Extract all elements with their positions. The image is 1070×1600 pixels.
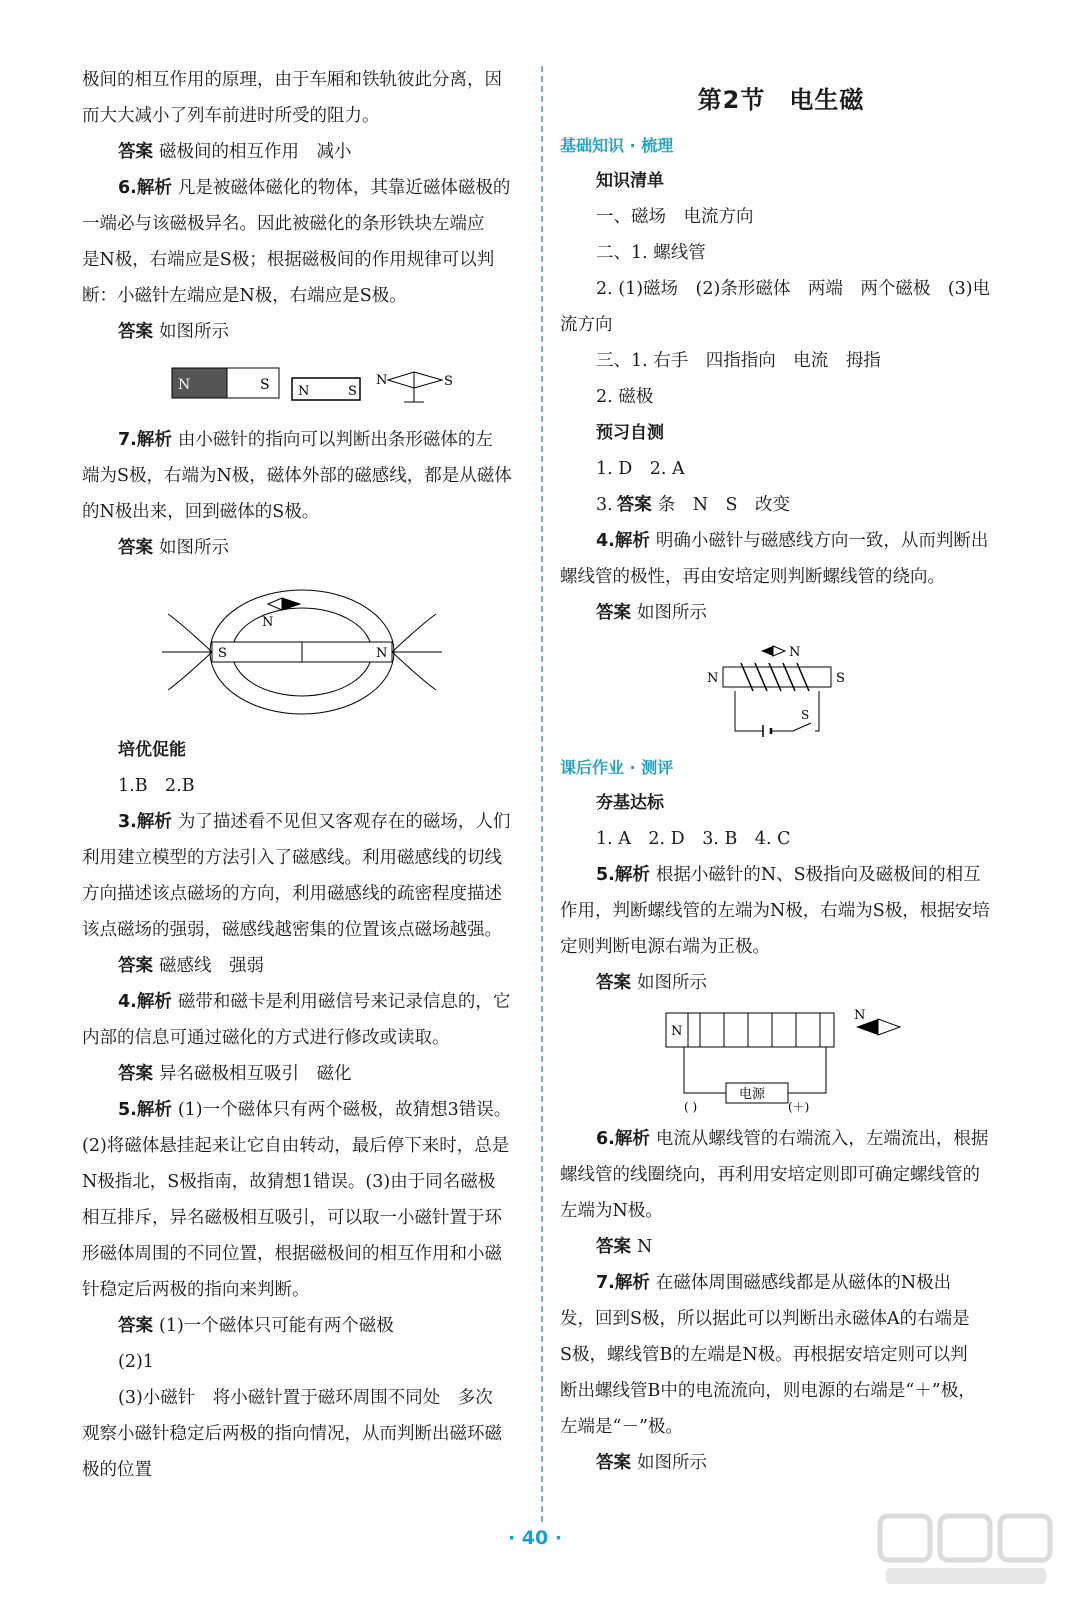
answers-line: 1. D 2. A <box>596 459 685 479</box>
solenoid-body <box>723 667 831 687</box>
text-line: 端为S极，右端为N极，磁体外部的磁感线，都是从磁体 <box>82 466 512 486</box>
answer-line: 答案 磁感线 强弱 <box>118 956 264 976</box>
switch-label: S <box>801 708 810 722</box>
figure-magnet-iron-needle <box>152 358 452 414</box>
magnet-s-half <box>227 368 279 398</box>
needle-n-label: N <box>789 645 801 660</box>
text-line: 断：小磁针左端应是N极，右端应是S极。 <box>82 286 407 306</box>
answer-line: 答案 异名磁极相互吸引 磁化 <box>118 1064 352 1084</box>
text-line: 观察小磁针稳定后两极的指向情况，从而判断出磁环磁 <box>82 1424 502 1444</box>
text-line: 流方向 <box>560 315 613 335</box>
text-line: 断出螺线管B中的电流流向，则电源的右端是“＋”极， <box>560 1381 976 1401</box>
solenoid-right-label: S <box>836 671 845 686</box>
section-title: 第2节 电生磁 <box>697 86 865 114</box>
subheading: 知识清单 <box>596 171 664 191</box>
figure-solenoid-power <box>656 1009 906 1113</box>
text-line: 螺线管的线圈绕向，再利用安培定则即可确定螺线管的 <box>560 1165 980 1185</box>
text-line: 左端是“－”极。 <box>560 1417 683 1437</box>
magnet-n-label: N <box>178 377 191 393</box>
needle-n-end <box>268 598 282 610</box>
text-line: 作用，判断螺线管的左端为N极，右端为S极，根据安培 <box>560 901 990 921</box>
text-line: S极，螺线管B的左端是N极。再根据安培定则可以判 <box>560 1345 968 1365</box>
text-line: 二、1. 螺线管 <box>596 243 706 263</box>
solenoid-body <box>666 1013 834 1047</box>
text-line: 2. (1)磁场 (2)条形磁体 两端 两个磁极 (3)电 <box>596 279 991 299</box>
figure-field-lines <box>162 574 442 724</box>
column-divider <box>541 66 543 1522</box>
analysis-line: 4.解析 明确小磁针与磁感线方向一致，从而判断出 <box>596 531 989 551</box>
text-line: 内部的信息可通过磁化的方式进行修改或读取。 <box>82 1028 450 1048</box>
needle-n-label: N <box>262 615 274 630</box>
section-label-basic: 基础知识 · 梳理 <box>560 136 674 155</box>
text-line: 极间的相互作用的原理，由于车厢和铁轨彼此分离，因 <box>82 70 502 90</box>
answer-line: 答案 N <box>596 1237 653 1257</box>
answers-line: 1.B 2.B <box>118 776 195 796</box>
text-line: 2. 磁极 <box>596 387 654 407</box>
watermark-mark <box>940 1516 990 1560</box>
subheading: 预习自测 <box>596 423 664 443</box>
text-line: 发，回到S极，所以据此可以判断出永磁体A的右端是 <box>560 1309 970 1329</box>
text-line: 该点磁场的强弱，磁感线越密集的位置该点磁场越强。 <box>82 920 502 940</box>
needle-n-end <box>388 372 414 388</box>
needle-s-end <box>414 372 442 388</box>
analysis-line: 7.解析 在磁体周围磁感线都是从磁体的N极出 <box>596 1273 952 1293</box>
answer-line: 答案 (1)一个磁体只可能有两个磁极 <box>118 1316 394 1336</box>
solenoid-left-label: N <box>707 671 719 686</box>
answer-line: 答案 磁极间的相互作用 减小 <box>118 142 352 162</box>
magnet-s-label: S <box>260 377 270 393</box>
answer-line: 答案 如图所示 <box>596 1453 707 1473</box>
subheading: 夯基达标 <box>596 793 664 813</box>
needle-n-label: N <box>854 1008 866 1023</box>
analysis-line: 5.解析 (1)一个磁体只有两个磁极，故猜想3错误。 <box>118 1100 512 1120</box>
watermark-logo <box>876 1510 1056 1590</box>
answer-line: 3. 答案 条 N S 改变 <box>596 495 791 515</box>
text-line: 针稳定后两极的指向来判断。 <box>82 1280 310 1300</box>
text-line: 相互排斥，异名磁极相互吸引，可以取一小磁针置于环 <box>82 1208 502 1228</box>
answer-line: 答案 如图所示 <box>596 973 707 993</box>
text-line: 定则判断电源右端为正极。 <box>560 937 770 957</box>
right-column <box>560 62 1002 1481</box>
text-line: 而大大减小了列车前进时所受的阻力。 <box>82 106 380 126</box>
text-line: 极的位置 <box>82 1460 152 1480</box>
analysis-line: 5.解析 根据小磁针的N、S极指向及磁极间的相互 <box>596 865 981 885</box>
left-column <box>82 62 522 1488</box>
figure-solenoid-switch <box>701 639 861 743</box>
watermark-bar <box>886 1568 1046 1584</box>
text-line: (2)将磁体悬挂起来让它自由转动，最后停下来时，总是 <box>82 1136 510 1156</box>
solenoid-n-label: N <box>671 1024 683 1039</box>
needle-s-label: S <box>444 374 453 389</box>
needle-n-label: N <box>376 373 388 388</box>
text-line: 形磁体周围的不同位置，根据磁极间的相互作用和小磁 <box>82 1244 502 1264</box>
needle-n-end <box>773 646 785 656</box>
analysis-line: 3.解析 为了描述看不见但又客观存在的磁场，人们 <box>118 812 511 832</box>
text-line: 三、1. 右手 四指指向 电流 拇指 <box>596 351 881 371</box>
power-source-label: 电源 <box>739 1087 766 1102</box>
answer-line: 答案 如图所示 <box>596 603 707 623</box>
field-lines-left <box>162 614 212 690</box>
plus-terminal-label: (＋) <box>788 1100 810 1114</box>
needle-s-end <box>761 646 773 656</box>
iron-n-label: N <box>298 384 310 399</box>
text-line: (2)1 <box>118 1352 154 1372</box>
answers-line: 1. A 2. D 3. B 4. C <box>596 829 791 849</box>
text-line: 方向描述该点磁场的方向，利用磁感线的疏密程度描述 <box>82 884 502 904</box>
needle-s-end <box>878 1019 900 1035</box>
magnet-n-label: N <box>376 646 388 661</box>
section-heading: 培优促能 <box>118 740 186 760</box>
magnet-s-label: S <box>218 646 227 661</box>
text-line: 一、磁场 电流方向 <box>596 207 754 227</box>
text-line: 的N极出来，回到磁体的S极。 <box>82 502 320 522</box>
text-line: N极指北，S极指南，故猜想1错误。(3)由于同名磁极 <box>82 1172 496 1192</box>
minus-terminal-label: ( ) <box>684 1100 698 1114</box>
watermark-mark <box>1000 1516 1050 1560</box>
watermark-mark <box>880 1516 930 1560</box>
text-line: 利用建立模型的方法引入了磁感线。利用磁感线的切线 <box>82 848 502 868</box>
analysis-line: 6.解析 电流从螺线管的右端流入，左端流出，根据 <box>596 1129 989 1149</box>
section-label-homework: 课后作业 · 测评 <box>560 758 674 777</box>
text-line: 左端为N极。 <box>560 1201 663 1221</box>
page-number: · 40 · <box>507 1527 563 1549</box>
analysis-line: 4.解析 磁带和磁卡是利用磁信号来记录信息的，它 <box>118 992 511 1012</box>
text-line: 是N极，右端应是S极；根据磁极间的作用规律可以判 <box>82 250 495 270</box>
answer-line: 答案 如图所示 <box>118 322 229 342</box>
text-line: 螺线管的极性，再由安培定则判断螺线管的绕向。 <box>560 567 945 587</box>
analysis-line: 6.解析 凡是被磁体磁化的物体，其靠近磁体磁极的 <box>118 178 511 198</box>
analysis-line: 7.解析 由小磁针的指向可以判断出条形磁体的左 <box>118 430 493 450</box>
iron-s-label: S <box>348 384 357 399</box>
text-line: 一端必与该磁极异名。因此被磁化的条形铁块左端应 <box>82 214 485 234</box>
field-lines-right <box>392 614 442 690</box>
answer-line: 答案 如图所示 <box>118 538 229 558</box>
text-line: (3)小磁针 将小磁针置于磁环周围不同处 多次 <box>118 1388 493 1408</box>
